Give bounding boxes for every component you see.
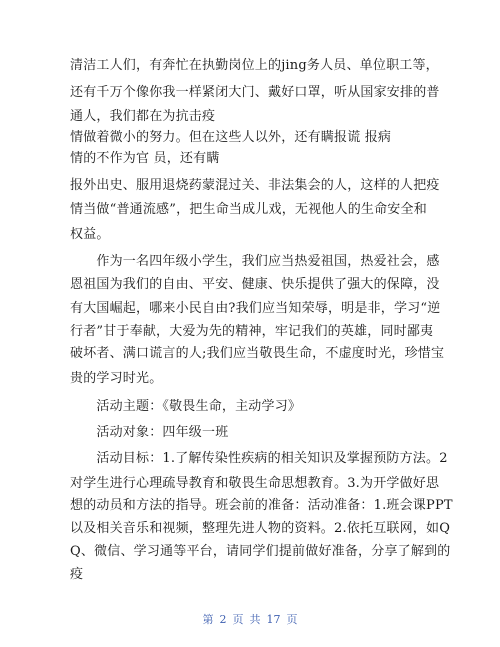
text-line: Q、微信、学习通等平台，请同学们提前做好准备，分享了解到的 [70, 544, 451, 559]
page-footer [0, 611, 500, 627]
text-line: 作为一名四年级小学生，我们应当热爱祖国，热爱社会，感 [70, 254, 440, 269]
text-line: 对学生进行心理疏导教育和敬畏生命思想教育。3.为开学做好思 [70, 476, 440, 491]
text-line: 活动对象：四年级一班 [70, 425, 229, 440]
text-line: 情做着微小的努力。但在这些人以外，还有瞒报谎 报病 [70, 130, 392, 145]
text-line: 清洁工人们，有奔忙在执勤岗位上的jing务人员、单位职工等， [70, 58, 439, 73]
current-page-number: 2 [219, 613, 227, 626]
footer-total-prefix: 共 [249, 613, 261, 626]
text-line: 还有千万个像你我一样紧闭大门、戴好口罩，听从国家安排的普 [70, 85, 440, 100]
text-line: 权益。 [70, 227, 110, 242]
text-line: 疫 [70, 567, 84, 582]
text-line: 想的动员和方法的指导。班会前的准备：活动准备：1.班会课PPT [70, 498, 453, 513]
footer-prefix: 第 [202, 613, 214, 626]
footer-suffix: 页 [286, 613, 298, 626]
text-line: 活动主题：《敬畏生命，主动学习》 [70, 399, 302, 414]
text-line: 恩祖国为我们的自由、平安、健康、快乐提供了强大的保障，没 [70, 277, 440, 292]
text-line: 情当做“普通流感”，把生命当成儿戏，无视他人的生命安全和 [70, 202, 427, 217]
text-line: 行者”甘于奉献，大爱为先的精神，牢记我们的英雄，同时鄙夷 [70, 324, 434, 339]
text-line: 贵的学习时光。 [70, 371, 163, 386]
text-line: 活动目标：1.了解传染性疾病的相关知识及掌握预防方法。2 [70, 451, 448, 466]
text-line: 有大国崛起，哪来小民自由?我们应当知荣辱，明是非，学习“逆 [70, 301, 441, 316]
text-line: 破坏者、满口谎言的人;我们应当敬畏生命，不虚度时光，珍惜宝 [70, 346, 445, 361]
text-line: 报外出史、服用退烧药蒙混过关、非法集会的人，这样的人把疫 [70, 178, 440, 193]
text-line: 通人，我们都在为抗击疫 [70, 109, 216, 124]
total-pages-number: 17 [266, 613, 281, 626]
text-line: 以及相关音乐和视频，整理先进人物的资料。2.依托互联网，如Q [70, 521, 451, 536]
text-line: 情的不作为官 员，还有瞒 [70, 151, 220, 166]
footer-page-word: 页 [232, 613, 244, 626]
